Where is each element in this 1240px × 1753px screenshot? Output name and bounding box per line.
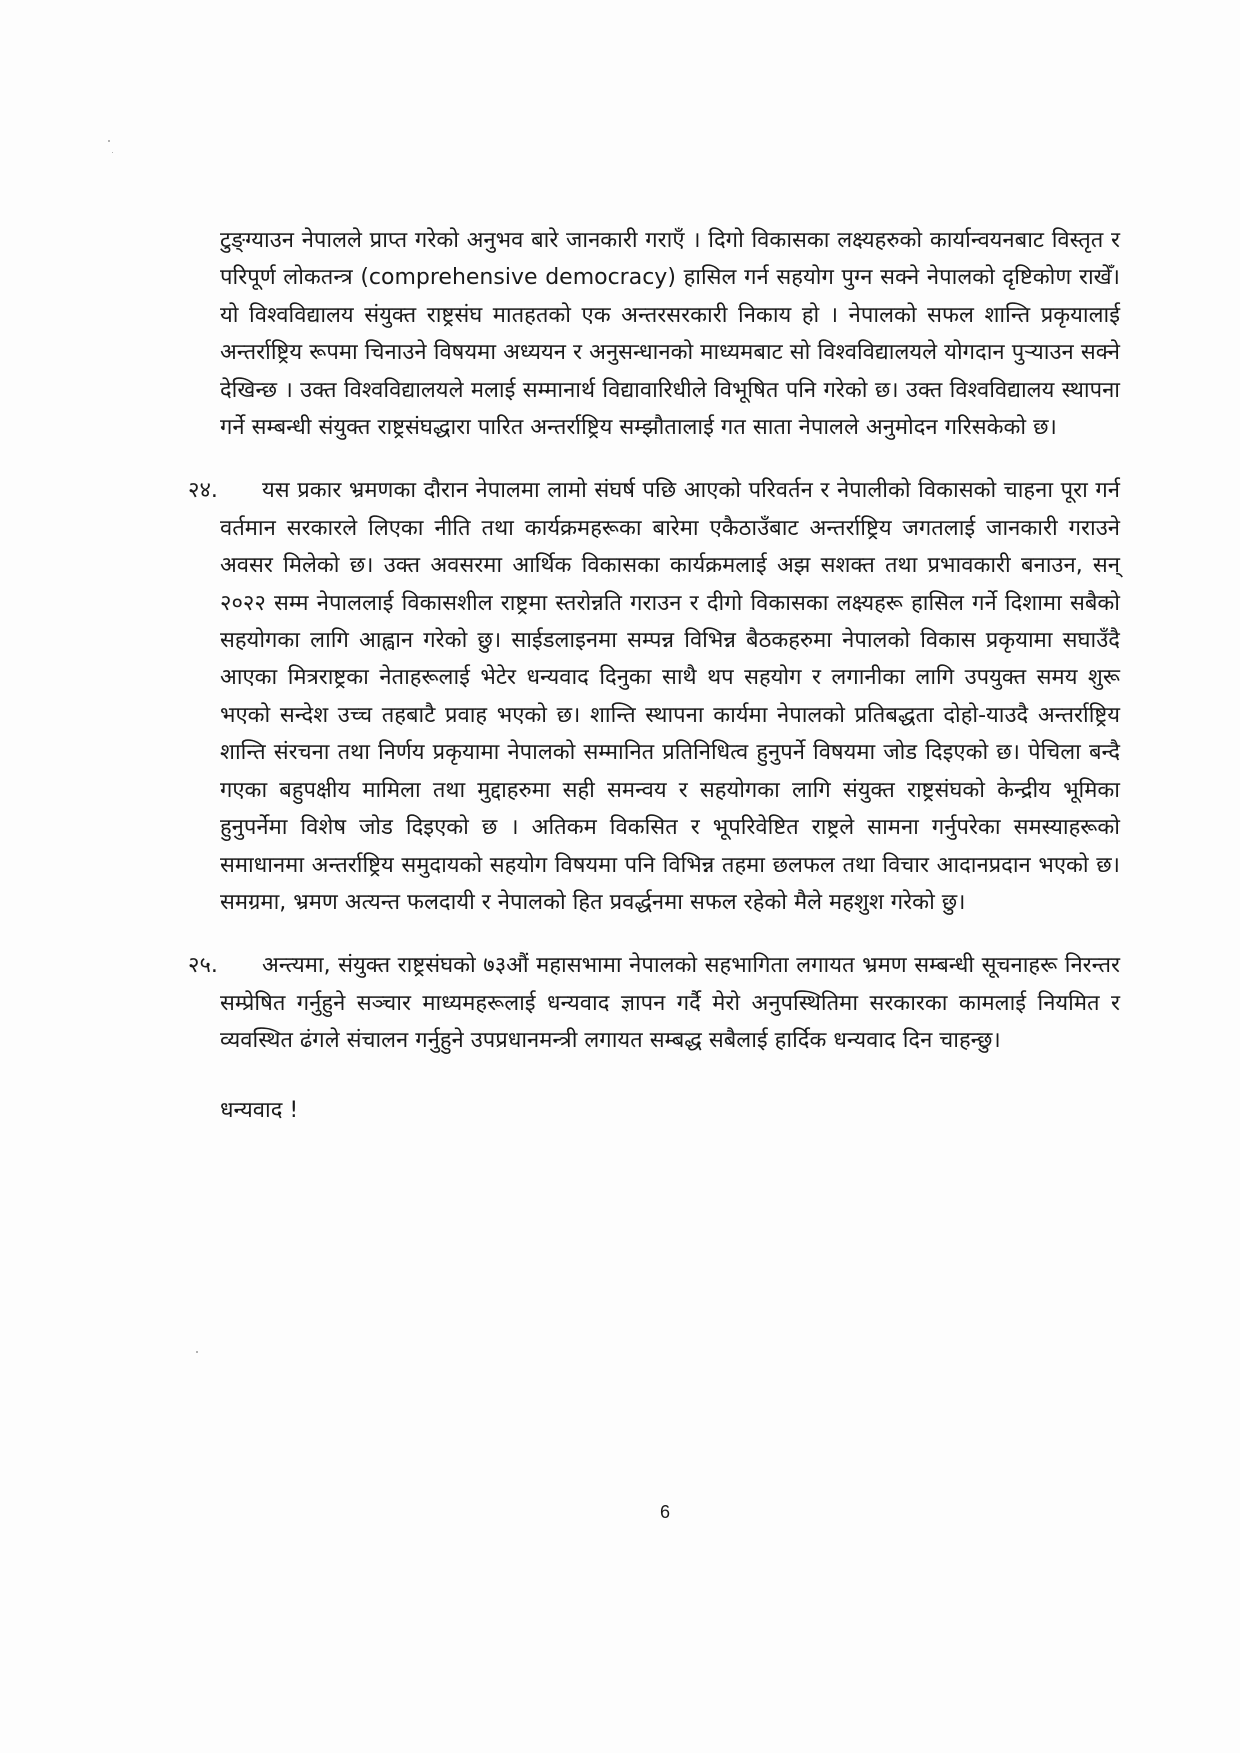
paragraph-text: यस प्रकार भ्रमणका दौरान नेपालमा लामो संघर्ष पछि आएको परिवर्तन र नेपालीको विकासको चाहना पूरा गर्न वर्तमान सरकारले लिएका नीति तथा कार्यक्रमहरूका बारेमा एकैठाउँबाट अन्तर्राष्ट्रिय जगतलाई जानकारी गराउने अवसर मिलेको छ। उक्त अवसरमा आर्थिक विकासका कार्यक्रमलाई अझ सशक्त तथा प्रभावकारी बनाउन, सन् २०२२ सम्म नेपाललाई विकासशील राष्ट्रमा स्तरोन्नति गराउन र दीगो विकासका लक्ष्यहरू हासिल गर्ने दिशामा सबैको सहयोगका लागि आह्वान गरेको छु। साईडलाइनमा सम्पन्न विभिन्न बैठकहरुमा नेपालको विकास प्रकृयामा सघाउँदै आएका मित्रराष्ट्रका नेताहरूलाई भेटेर धन्यवाद दिनुका साथै थप सहयोग र लगानीका लागि उपयुक्त समय शुरू भएको सन्देश उच्च तहबाटै प्रवाह भएको छ। शान्ति स्थापना कार्यमा नेपालको प्रतिबद्धता दोहो-याउदै अन्तर्राष्ट्रिय शान्ति संरचना तथा निर्णय प्रकृयामा नेपालको सम्मानित प्रतिनिधित्व हुनुपर्ने विषयमा जोड दिइएको छ। पेचिला बन्दै गएका बहुपक्षीय मामिला तथा मुद्दाहरुमा सही समन्वय र सहयोगका लागि संयुक्त राष्ट्रसंघको केन्द्रीय भूमिका हुनुपर्नेमा विशेष जोड दिइएको छ । अतिकम विकसित र भूपरिवेष्टित राष्ट्रले सामना गर्नुपरेका समस्याहरूको समाधानमा अन्तर्राष्ट्रिय समुदायको सहयोग विषयमा पनि विभिन्न तहमा छलफल तथा विचार आदानप्रदान भएको छ। समग्रमा, भ्रमण अत्यन्त फलदायी र नेपालको हित प्रवर्द्धनमा सफल रहेको मैले महशुश गरेको छु। [220,478,1120,915]
paragraph-number: २४. [188,478,218,504]
scan-speck [108,140,110,142]
scan-speck [112,152,113,153]
paragraph-continuation: टुङ्ग्याउन नेपालले प्राप्त गरेको अनुभव बारे जानकारी गराएँ । दिगो विकासका लक्ष्यहरुको कार्यान्वयनबाट विस्तृत र परिपूर्ण लोकतन्त्र (comprehensive democracy) हासिल गर्न सहयोग पुग्न सक्ने नेपालको दृष्टिकोण राखेँ। यो विश्वविद्यालय संयुक्त राष्ट्रसंघ मातहतको एक अन्तरसरकारी निकाय हो । नेपालको सफल शान्ति प्रकृयालाई अन्तर्राष्ट्रिय रूपमा चिनाउने विषयमा अध्ययन र अनुसन्धानको माध्यमबाट सो विश्वविद्यालयले योगदान पुऱ्याउन सक्ने देखिन्छ । उक्त विश्वविद्यालयले मलाई सम्मानार्थ विद्यावारिधीले विभूषित पनि गरेको छ। उक्त विश्वविद्यालय स्थापना गर्ने सम्बन्धी संयुक्त राष्ट्रसंघद्धारा पारित अन्तर्राष्ट्रिय सम्झौतालाई गत साता नेपालले अनुमोदन गरिसकेको छ। [220,228,1120,441]
document-body [188,222,1120,1129]
closing-line: धन्यवाद ! [220,1097,299,1123]
paragraph-number: २५. [188,953,218,979]
page-number: 6 [659,1502,670,1522]
paragraph-25 [188,947,1120,1059]
paragraph-text: अन्त्यमा, संयुक्त राष्ट्रसंघको ७३औं महासभामा नेपालको सहभागिता लगायत भ्रमण सम्बन्धी सूचनाहरू निरन्तर सम्प्रेषित गर्नुहुने सञ्चार माध्यमहरूलाई धन्यवाद ज्ञापन गर्दै मेरो अनुपस्थितिमा सरकारका कामलाई नियमित र व्यवस्थित ढंगले संचालन गर्नुहुने उपप्रधानमन्त्री लगायत सम्बद्ध सबैलाई हार्दिक धन्यवाद दिन चाहन्छु। [220,953,1120,1054]
paragraph-24 [188,472,1120,921]
scan-speck [196,1351,198,1353]
